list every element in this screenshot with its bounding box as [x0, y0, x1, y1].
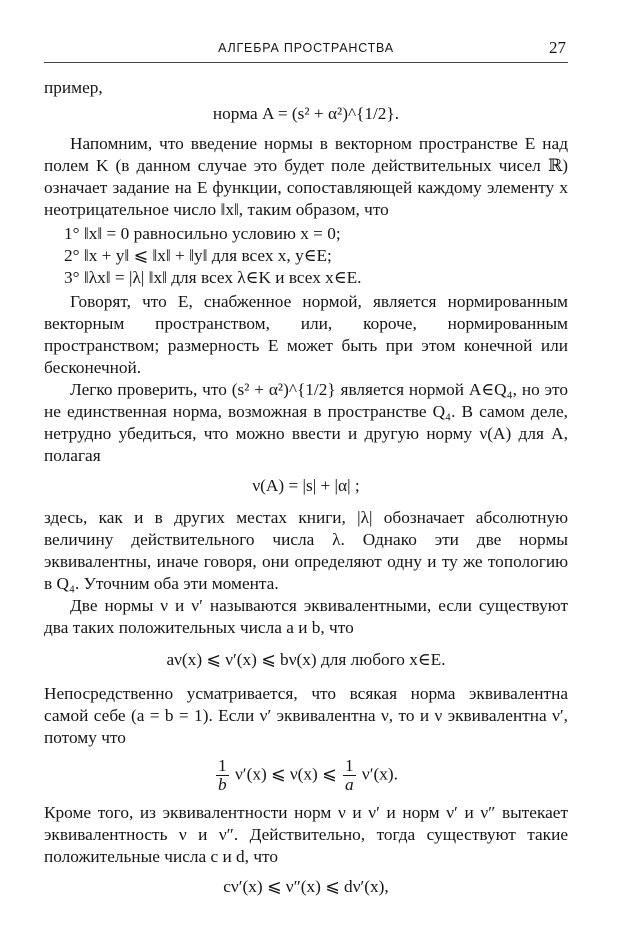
formula-fractions: $\frac{1}{b}$ ν′(x) ⩽ ν(x) ⩽ $\frac{1}{a}$ ν′(x).	[218, 756, 398, 794]
running-title: АЛГЕБРА ПРОСТРАНСТВА	[218, 41, 394, 55]
paragraph-equivalent-norms: здесь, как и в других местах книги, |λ| обозначает абсолютную величину действительного числа λ. Однако эти две нормы эквивалентны, иначе говоря, они определяют одну и ту же топологию в Q₄. Уточним оба эти момента.	[44, 508, 568, 593]
page-body	[44, 77, 568, 898]
axiom-3: 3° ‖λx‖ = |λ| ‖x‖ для всех λ∈K и всех x∈E.	[64, 268, 362, 287]
formula-transitivity: cν′(x) ⩽ ν″(x) ⩽ dν′(x),	[223, 877, 389, 896]
axiom-1: 1° ‖x‖ = 0 равносильно условию x = 0;	[64, 224, 341, 243]
page-number: 27	[549, 38, 566, 57]
paragraph-equivalence-definition: Две нормы ν и ν′ называются эквивалентными, если существуют два таких положительных числа a и b, что	[44, 596, 568, 637]
fraction-one-over-b: $\frac{1}{b}$	[218, 756, 227, 794]
paragraph-second-norm: Легко проверить, что (s² + α²)^{1/2} является нормой A∈Q₄, но это не единственная норма, возможная в пространстве Q₄. В самом деле, нетрудно убедиться, что можно ввести и другую норму ν(A) для A, полагая	[44, 380, 568, 465]
paragraph-intro: пример,	[44, 78, 103, 97]
fraction-one-over-a: $\frac{1}{a}$	[344, 756, 354, 794]
page-header	[44, 40, 568, 63]
axiom-list	[44, 223, 568, 289]
paragraph-normed-space: Говорят, что E, снабженное нормой, является нормированным векторным пространством, или, короче, нормированным пространством; размерность E может быть при этом конечной или бесконечной.	[44, 292, 568, 377]
paragraph-reflexive-symmetric: Непосредственно усматривается, что всякая норма эквивалентна самой себе (a = b = 1). Если ν′ эквивалентна ν, то и ν эквивалентна ν′, потому что	[44, 684, 568, 747]
formula-norm-a: норма A = (s² + α²)^{1/2}.	[212, 104, 400, 123]
formula-equivalence-inequality: aν(x) ⩽ ν′(x) ⩽ bν(x) для любого x∈E.	[166, 650, 446, 669]
paragraph-transitivity: Кроме того, из эквивалентности норм ν и ν′ и норм ν′ и ν″ вытекает эквивалентность ν и ν″. Действительно, тогда существуют такие положительные числа c и d, что	[44, 803, 568, 866]
paragraph-norm-definition: Напомним, что введение нормы в векторном пространстве E над полем K (в данном случае это будет поле действительных чисел ℝ) означает задание на E функции, сопоставляющей каждому элементу x неотрицательное число ‖x‖, таким образом, что	[44, 134, 568, 219]
axiom-2: 2° ‖x + y‖ ⩽ ‖x‖ + ‖y‖ для всех x, y∈E;	[64, 246, 332, 265]
formula-nu-a: ν(A) = |s| + |α| ;	[252, 476, 360, 495]
